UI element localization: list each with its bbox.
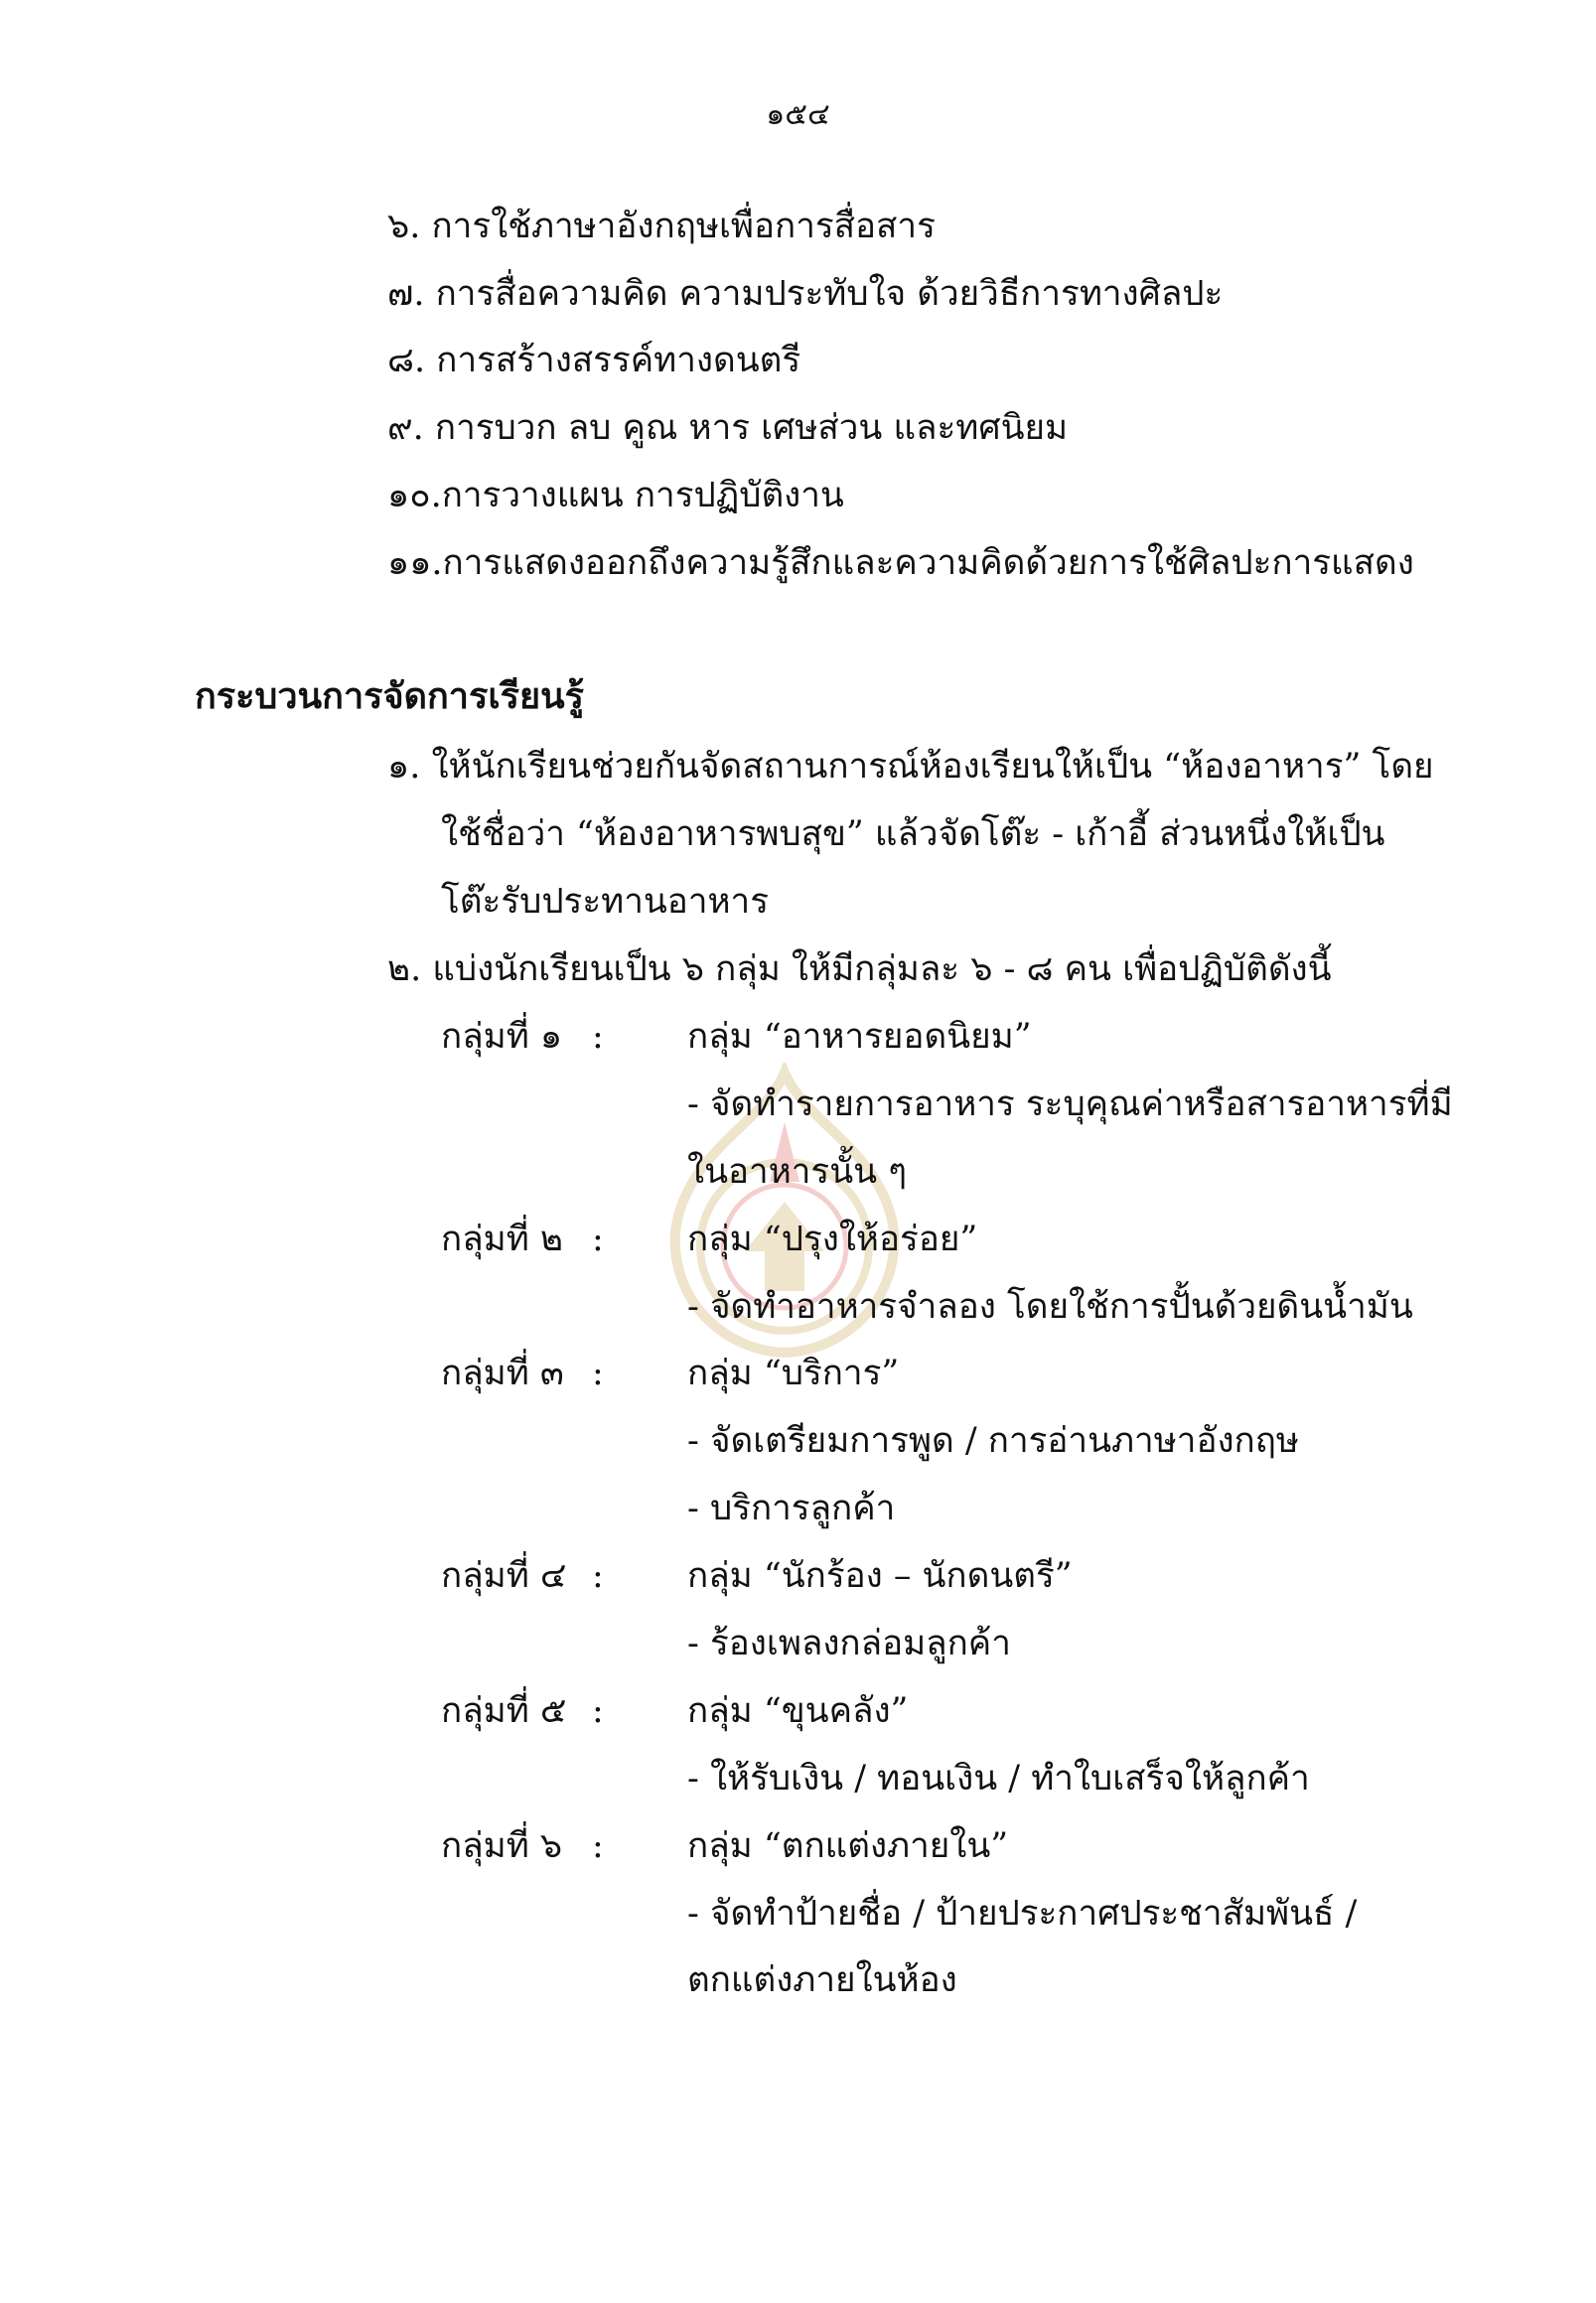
- outcome-item: ๑๐.การวางแผน การปฏิบัติงาน: [387, 476, 844, 515]
- group-detail: - จัดทำรายการอาหาร ระบุคุณค่าหรือสารอาหารที่มี: [687, 1084, 1453, 1124]
- group-label-3: กลุ่มที่ ๓: [441, 1354, 564, 1393]
- step-1-line: ใช้ชื่อว่า “ห้องอาหารพบสุข” แล้วจัดโต๊ะ - เก้าอี้ ส่วนหนึ่งให้เป็น: [441, 814, 1385, 854]
- group-colon: :: [592, 1354, 604, 1393]
- outcome-item: ๘. การสร้างสรรค์ทางดนตรี: [387, 341, 801, 380]
- group-detail: - จัดทำป้ายชื่อ / ป้ายประกาศประชาสัมพันธ์ /: [687, 1894, 1358, 1934]
- step-2-line: ๒. แบ่งนักเรียนเป็น ๖ กลุ่ม ให้มีกลุ่มละ ๖ - ๘ คน เพื่อปฏิบัติดังนี้: [387, 949, 1332, 989]
- step-1-line: ๑. ให้นักเรียนช่วยกันจัดสถานการณ์ห้องเรียนให้เป็น “ห้องอาหาร” โดย: [387, 747, 1434, 787]
- group-colon: :: [592, 1017, 604, 1057]
- group-detail: - ร้องเพลงกล่อมลูกค้า: [687, 1624, 1011, 1663]
- group-name-1: กลุ่ม “อาหารยอดนิยม”: [687, 1017, 1032, 1057]
- group-detail: - จัดเตรียมการพูด / การอ่านภาษาอังกฤษ: [687, 1421, 1300, 1461]
- page-number: ๑๕๔: [766, 97, 830, 132]
- outcome-item: ๑๑.การแสดงออกถึงความรู้สึกและความคิดด้วยการใช้ศิลปะการแสดง: [387, 543, 1414, 583]
- group-label-5: กลุ่มที่ ๕: [441, 1691, 567, 1731]
- group-label-2: กลุ่มที่ ๒: [441, 1220, 563, 1259]
- outcome-item: ๙. การบวก ลบ คูณ หาร เศษส่วน และทศนิยม: [387, 408, 1069, 448]
- group-colon: :: [592, 1556, 604, 1596]
- group-detail: ตกแต่งภายในห้อง: [687, 1960, 957, 2000]
- group-name-4: กลุ่ม “นักร้อง – นักดนตรี”: [687, 1556, 1073, 1596]
- group-name-5: กลุ่ม “ขุนคลัง”: [687, 1691, 909, 1731]
- group-colon: :: [592, 1220, 604, 1259]
- group-colon: :: [592, 1826, 604, 1866]
- outcome-item: ๖. การใช้ภาษาอังกฤษเพื่อการสื่อสาร: [387, 207, 936, 246]
- step-1-line: โต๊ะรับประทานอาหาร: [441, 882, 770, 922]
- group-name-3: กลุ่ม “บริการ”: [687, 1354, 900, 1393]
- group-label-4: กลุ่มที่ ๔: [441, 1556, 567, 1596]
- group-name-2: กลุ่ม “ปรุงให้อร่อย”: [687, 1220, 978, 1259]
- section-heading: กระบวนการจัดการเรียนรู้: [195, 675, 584, 717]
- group-label-6: กลุ่มที่ ๖: [441, 1826, 563, 1866]
- group-label-1: กลุ่มที่ ๑: [441, 1017, 563, 1057]
- group-name-6: กลุ่ม “ตกแต่งภายใน”: [687, 1826, 1009, 1866]
- outcome-item: ๗. การสื่อความคิด ความประทับใจ ด้วยวิธีการทางศิลปะ: [387, 274, 1224, 314]
- group-detail: ในอาหารนั้น ๆ: [687, 1152, 907, 1192]
- group-detail: - ให้รับเงิน / ทอนเงิน / ทำใบเสร็จให้ลูกค้า: [687, 1759, 1310, 1799]
- group-detail: - จัดทำอาหารจำลอง โดยใช้การปั้นด้วยดินน้ำมัน: [687, 1287, 1413, 1327]
- group-detail: - บริการลูกค้า: [687, 1489, 896, 1528]
- group-colon: :: [592, 1691, 604, 1731]
